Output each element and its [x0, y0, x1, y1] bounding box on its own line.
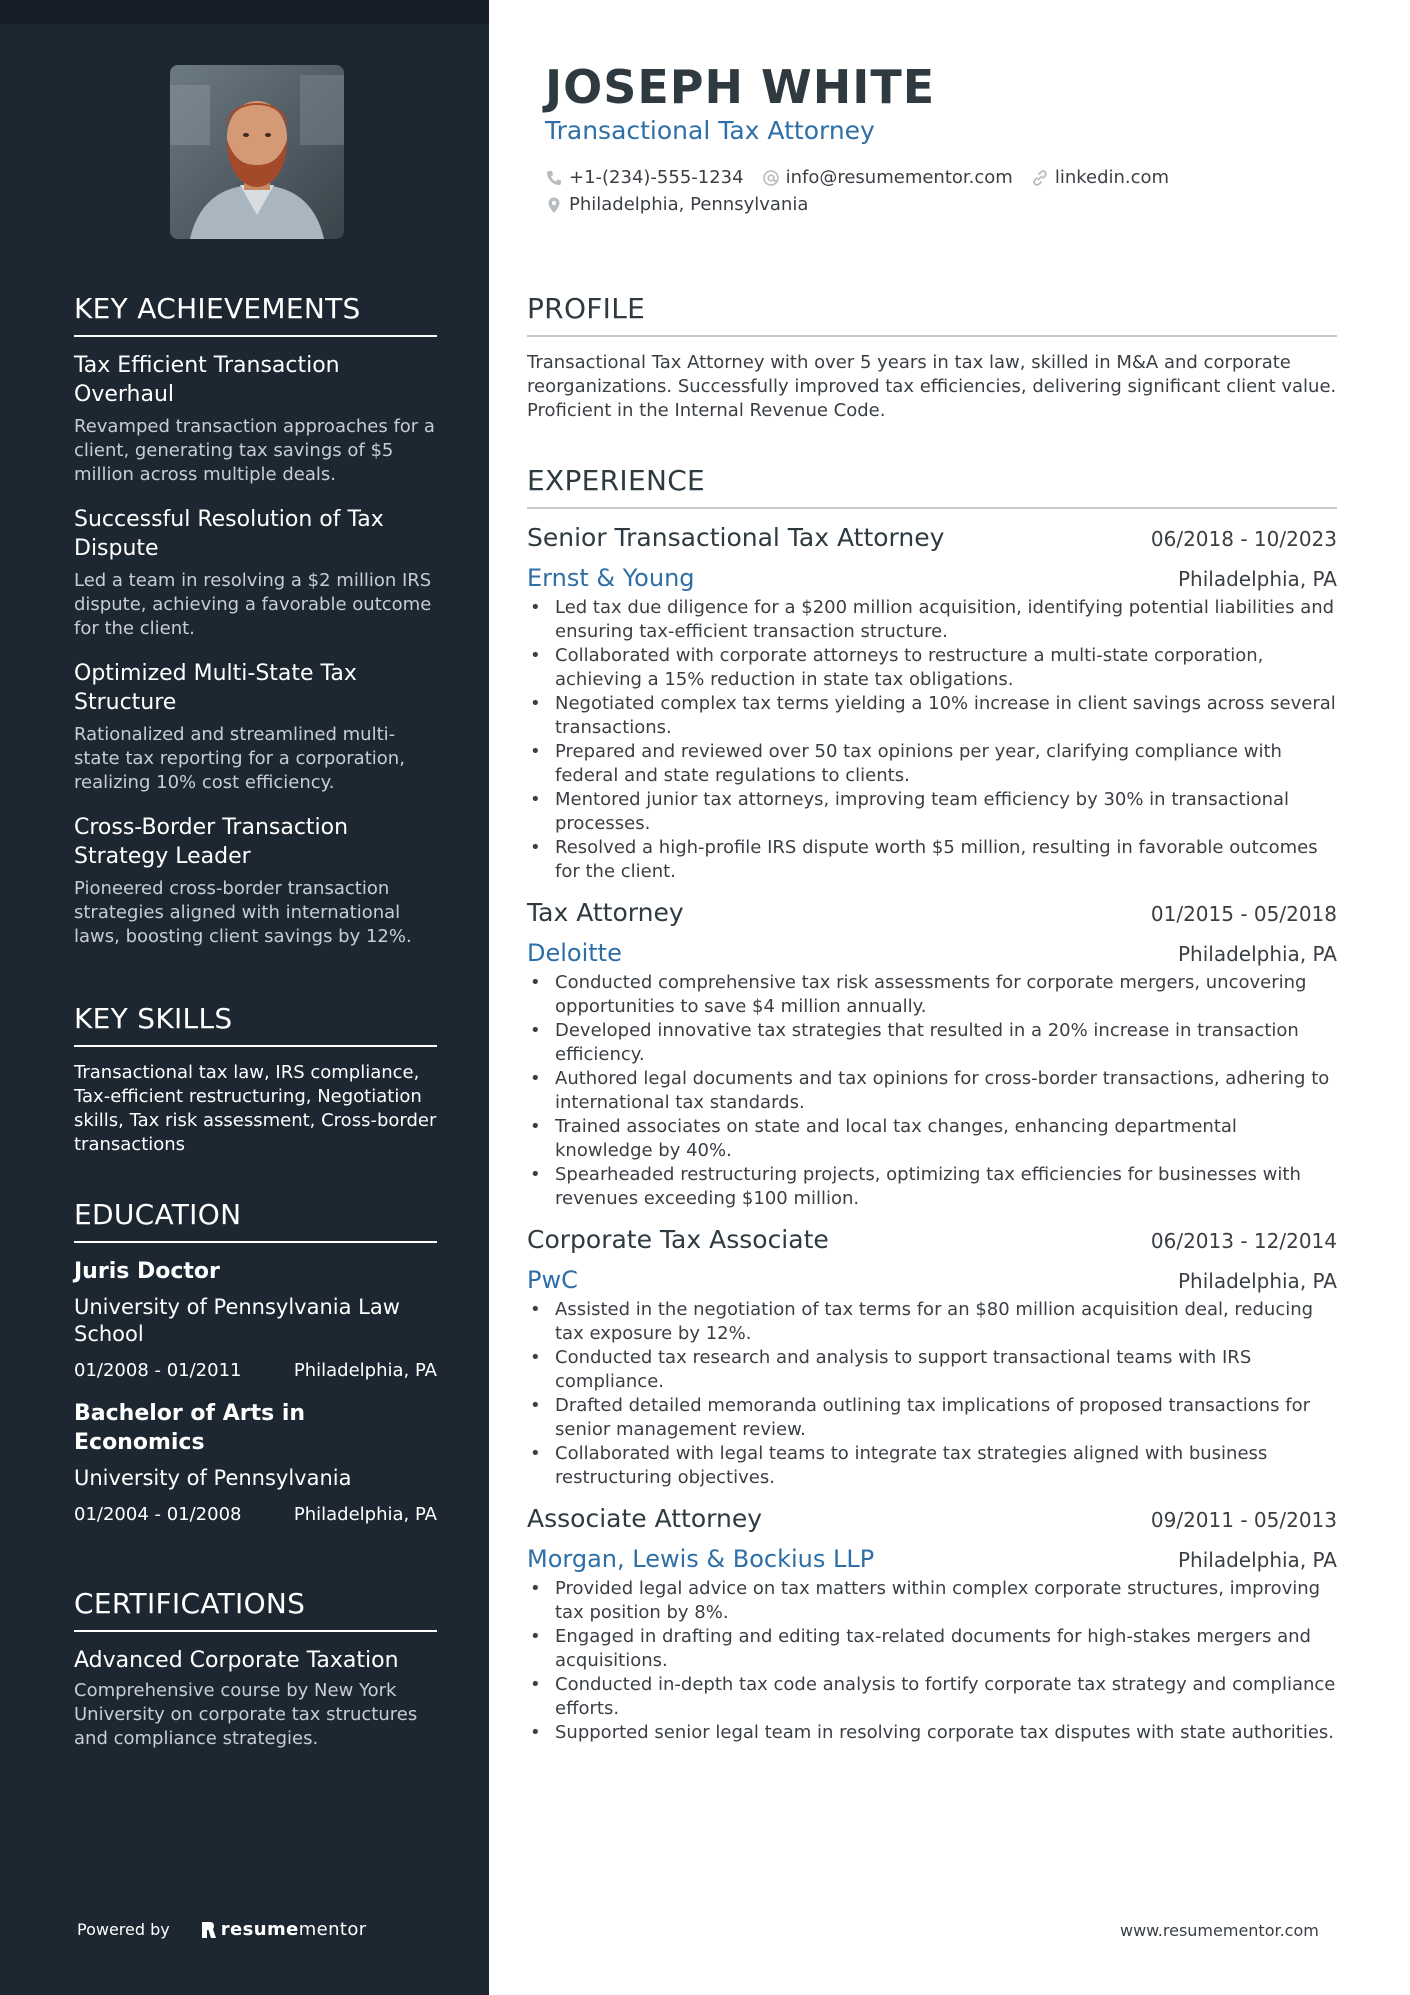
achievement-title: Tax Efficient Transaction Overhaul [74, 353, 340, 407]
education-item [74, 1399, 437, 1525]
profile-photo [170, 65, 344, 239]
job-title: Associate Attorney [527, 1504, 763, 1533]
brand-mark-icon [200, 1920, 216, 1940]
contact-info [545, 164, 1305, 218]
brand-name-bold: resume [220, 1919, 299, 1940]
job-bullet: • Authored legal documents and tax opinions for cross-border transactions, adhering to international tax standards. [527, 1067, 1337, 1115]
job-location: Philadelphia, PA [1177, 567, 1337, 591]
job-bullet: • Resolved a high-profile IRS dispute worth $5 million, resulting in favorable outcomes for the client. [527, 836, 1337, 884]
job-bullet: • Trained associates on state and local tax changes, enhancing departmental knowledge by 40%. [527, 1115, 1337, 1163]
job-company: PwC [527, 1266, 578, 1294]
achievement-item [74, 351, 437, 487]
job-bullet: • Provided legal advice on tax matters within complex corporate structures, improving tax position by 8%. [527, 1577, 1337, 1625]
job-title: Tax Attorney [527, 898, 684, 927]
profile-heading: PROFILE [527, 292, 1337, 337]
job-bullets [527, 596, 1337, 884]
achievement-item [74, 813, 437, 949]
job-bullet: • Drafted detailed memoranda outlining tax implications of proposed transactions for senior management review. [527, 1394, 1337, 1442]
job-company: Deloitte [527, 939, 622, 967]
certification-title: Advanced Corporate Taxation [74, 1648, 399, 1673]
education-heading: EDUCATION [74, 1198, 437, 1243]
contact-linkedin[interactable] [1031, 167, 1169, 188]
profile-section [527, 292, 1337, 423]
at-icon [762, 169, 780, 187]
certification-desc: Comprehensive course by New York University on corporate tax structures and compliance strategies. [74, 1680, 418, 1749]
education-degree: Juris Doctor [74, 1259, 220, 1284]
powered-by [77, 1919, 367, 1940]
education-location: Philadelphia, PA [293, 1360, 437, 1381]
job-bullet: • Supported senior legal team in resolving corporate tax disputes with state authorities. [527, 1721, 1337, 1745]
job-dates: 09/2011 - 05/2013 [1150, 1508, 1337, 1532]
job-bullet: • Negotiated complex tax terms yielding a 10% increase in client savings across several transactions. [527, 692, 1337, 740]
job-bullet: • Assisted in the negotiation of tax terms for an $80 million acquisition deal, reducing tax exposure by 12%. [527, 1298, 1337, 1346]
achievement-title: Successful Resolution of Tax Dispute [74, 507, 384, 561]
profile-text: Transactional Tax Attorney with over 5 years in tax law, skilled in M&A and corporate reorganizations. Successfully improved tax efficiencies, delivering significant client value. Proficient in the Internal Revenue Code. [527, 352, 1337, 421]
job-bullet: • Collaborated with corporate attorneys to restructure a multi-state corporation, achieving a 15% reduction in state tax obligations. [527, 644, 1337, 692]
link-icon [1031, 169, 1049, 187]
certification-item [74, 1646, 437, 1751]
brand-name-thin: mentor [298, 1919, 367, 1940]
candidate-title: Transactional Tax Attorney [545, 116, 875, 145]
job-dates: 06/2013 - 12/2014 [1150, 1229, 1337, 1253]
job-company: Morgan, Lewis & Bockius LLP [527, 1545, 875, 1573]
job-bullet: • Led tax due diligence for a $200 million acquisition, identifying potential liabilities and ensuring tax-efficient transaction structure. [527, 596, 1337, 644]
job-bullet: • Conducted comprehensive tax risk assessments for corporate mergers, uncovering opportunities to save $4 million annually. [527, 971, 1337, 1019]
location-pin-icon [545, 196, 563, 214]
contact-location-text: Philadelphia, Pennsylvania [569, 194, 809, 215]
certifications-heading: CERTIFICATIONS [74, 1587, 437, 1632]
job-entry [527, 1225, 1337, 1490]
job-bullets [527, 971, 1337, 1211]
job-bullet: • Conducted tax research and analysis to support transactional teams with IRS compliance. [527, 1346, 1337, 1394]
contact-email-text: info@resumementor.com [785, 167, 1013, 188]
job-bullet: • Engaged in drafting and editing tax-related documents for high-stakes mergers and acquisitions. [527, 1625, 1337, 1673]
job-bullet: • Developed innovative tax strategies that resulted in a 20% increase in transaction efficiency. [527, 1019, 1337, 1067]
job-title: Senior Transactional Tax Attorney [527, 523, 945, 552]
job-dates: 06/2018 - 10/2023 [1150, 527, 1337, 551]
footer-url[interactable]: www.resumementor.com [1120, 1921, 1319, 1940]
achievements-section [74, 292, 437, 967]
achievement-title: Optimized Multi-State Tax Structure [74, 661, 357, 715]
education-item [74, 1257, 437, 1381]
job-bullet: • Conducted in-depth tax code analysis to fortify corporate tax strategy and compliance efforts. [527, 1673, 1337, 1721]
achievement-desc: Revamped transaction approaches for a client, generating tax savings of $5 million across multiple deals. [74, 416, 435, 485]
job-company: Ernst & Young [527, 564, 695, 592]
achievement-desc: Led a team in resolving a $2 million IRS dispute, achieving a favorable outcome for the client. [74, 570, 432, 639]
education-dates: 01/2008 - 01/2011 [74, 1360, 242, 1381]
job-location: Philadelphia, PA [1177, 942, 1337, 966]
achievement-item [74, 505, 437, 641]
candidate-name: JOSEPH WHITE [545, 60, 936, 114]
job-bullet: • Collaborated with legal teams to integrate tax strategies aligned with business restructuring objectives. [527, 1442, 1337, 1490]
job-bullets [527, 1577, 1337, 1745]
education-dates: 01/2004 - 01/2008 [74, 1504, 242, 1525]
skills-section [74, 1002, 437, 1157]
brand-logo[interactable] [200, 1919, 367, 1940]
skills-text: Transactional tax law, IRS compliance, Tax-efficient restructuring, Negotiation skills, Tax risk assessment, Cross-border transactions [74, 1062, 437, 1155]
sidebar-top-bar [0, 0, 489, 24]
job-dates: 01/2015 - 05/2018 [1150, 902, 1337, 926]
job-bullet: • Mentored junior tax attorneys, improving team efficiency by 30% in transactional processes. [527, 788, 1337, 836]
experience-section [527, 464, 1337, 1759]
job-entry [527, 523, 1337, 884]
achievements-heading: KEY ACHIEVEMENTS [74, 292, 437, 337]
job-bullet: • Spearheaded restructuring projects, optimizing tax efficiencies for businesses with revenues exceeding $100 million. [527, 1163, 1337, 1211]
certifications-section [74, 1587, 437, 1751]
education-section [74, 1198, 437, 1543]
education-school: University of Pennsylvania [74, 1466, 352, 1490]
achievement-item [74, 659, 437, 795]
education-location: Philadelphia, PA [293, 1504, 437, 1525]
achievement-desc: Pioneered cross-border transaction strategies aligned with international laws, boosting client savings by 12%. [74, 878, 412, 947]
job-location: Philadelphia, PA [1177, 1269, 1337, 1293]
achievement-title: Cross-Border Transaction Strategy Leader [74, 815, 349, 869]
education-school: University of Pennsylvania Law School [74, 1295, 400, 1346]
skills-heading: KEY SKILLS [74, 1002, 437, 1047]
job-bullets [527, 1298, 1337, 1490]
job-entry [527, 1504, 1337, 1745]
job-title: Corporate Tax Associate [527, 1225, 829, 1254]
experience-heading: EXPERIENCE [527, 464, 1337, 509]
job-entry [527, 898, 1337, 1211]
job-bullet: • Prepared and reviewed over 50 tax opinions per year, clarifying compliance with federal and state regulations to clients. [527, 740, 1337, 788]
achievement-desc: Rationalized and streamlined multi-state tax reporting for a corporation, realizing 10% cost efficiency. [74, 724, 405, 793]
job-location: Philadelphia, PA [1177, 1548, 1337, 1572]
phone-icon [545, 169, 563, 187]
contact-location [545, 194, 808, 215]
education-degree: Bachelor of Arts in Economics [74, 1401, 306, 1455]
contact-phone[interactable] [545, 167, 744, 188]
contact-email[interactable] [762, 167, 1013, 188]
contact-linkedin-text: linkedin.com [1054, 167, 1170, 188]
contact-phone-text: +1-(234)-555-1234 [569, 167, 744, 188]
sidebar [0, 0, 489, 1995]
powered-by-label: Powered by [77, 1920, 170, 1939]
